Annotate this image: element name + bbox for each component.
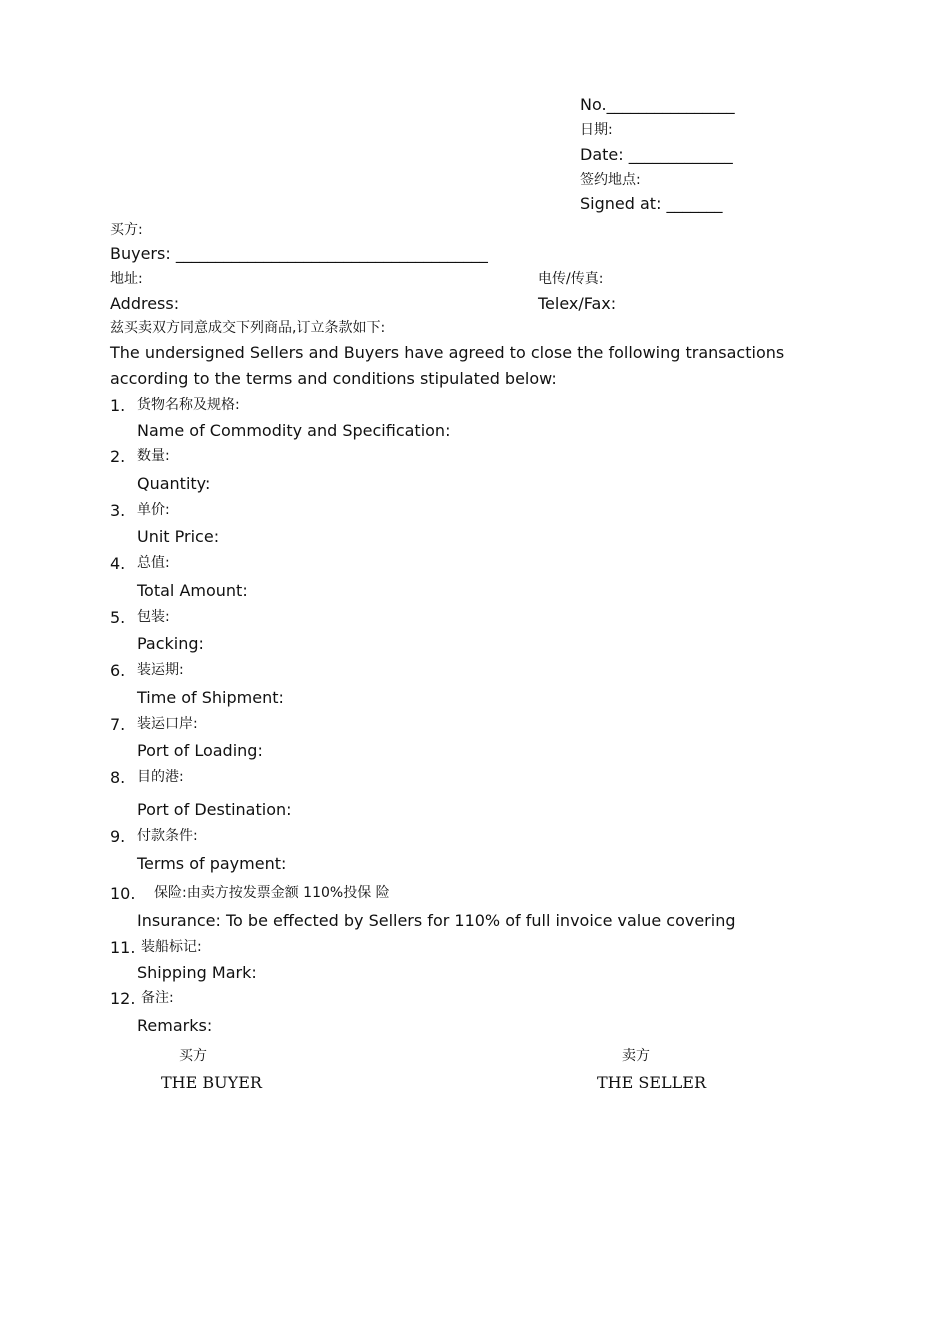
- buyer-signature-cn: 买方: [179, 1048, 207, 1064]
- item-9-label-cn: 付款条件:: [137, 828, 198, 844]
- item-11-label-cn: 装船标记:: [141, 939, 202, 955]
- item-4-label-cn: 总值:: [137, 555, 170, 571]
- item-5-label-en: Packing:: [137, 634, 204, 653]
- signed-at-label-cn: 签约地点:: [580, 172, 641, 188]
- intro-en-line1: The undersigned Sellers and Buyers have agreed to close the following transactions: [110, 343, 785, 362]
- item-12-number: 12.: [110, 989, 136, 1008]
- telex-label-en: Telex/Fax:: [538, 294, 617, 313]
- item-12-label-en: Remarks:: [137, 1016, 213, 1035]
- item-3-label-cn: 单价:: [137, 502, 170, 518]
- item-5-number: 5.: [110, 608, 126, 627]
- item-9-label-en: Terms of payment:: [137, 854, 287, 873]
- buyer-signature-en: THE BUYER: [161, 1073, 262, 1092]
- telex-label-cn: 电传/传真:: [538, 271, 604, 287]
- item-11-label-en: Shipping Mark:: [137, 963, 257, 982]
- item-5-label-cn: 包装:: [137, 609, 170, 625]
- item-6-label-cn: 装运期:: [137, 662, 184, 678]
- intro-cn: 兹买卖双方同意成交下列商品,订立条款如下:: [110, 320, 386, 336]
- item-8-label-cn: 目的港:: [137, 769, 184, 785]
- item-9-number: 9.: [110, 827, 126, 846]
- seller-signature-cn: 卖方: [622, 1048, 650, 1064]
- item-10-number: 10.: [110, 884, 136, 903]
- address-label-en: Address:: [110, 294, 180, 313]
- seller-signature-en: THE SELLER: [597, 1073, 707, 1092]
- item-4-number: 4.: [110, 554, 126, 573]
- item-1-label-en: Name of Commodity and Specification:: [137, 421, 451, 440]
- item-11-number: 11.: [110, 938, 136, 957]
- signed-at-label-en: Signed at: _______: [580, 194, 723, 213]
- item-2-label-en: Quantity:: [137, 474, 211, 493]
- item-2-label-cn: 数量:: [137, 448, 170, 464]
- item-8-label-en: Port of Destination:: [137, 800, 292, 819]
- address-label-cn: 地址:: [110, 271, 143, 287]
- item-3-number: 3.: [110, 501, 126, 520]
- item-1-number: 1.: [110, 396, 126, 415]
- date-label-cn: 日期:: [580, 122, 613, 138]
- contract-number: No.________________: [580, 95, 735, 114]
- date-label-en: Date: _____________: [580, 145, 733, 164]
- item-7-label-en: Port of Loading:: [137, 741, 263, 760]
- item-1-label-cn: 货物名称及规格:: [137, 397, 240, 413]
- item-4-label-en: Total Amount:: [137, 581, 248, 600]
- item-7-label-cn: 装运口岸:: [137, 716, 198, 732]
- item-10-label-en: Insurance: To be effected by Sellers for 110% of full invoice value covering: [137, 911, 736, 930]
- intro-en-line2: according to the terms and conditions stipulated below:: [110, 369, 557, 388]
- item-12-label-cn: 备注:: [141, 990, 174, 1006]
- item-3-label-en: Unit Price:: [137, 527, 220, 546]
- item-8-number: 8.: [110, 768, 126, 787]
- buyers-label-en: Buyers: _______________________________________: [110, 244, 488, 263]
- item-10-label-cn: 保险:由卖方按发票金额 110%投保 险: [154, 885, 390, 901]
- item-7-number: 7.: [110, 715, 126, 734]
- item-6-label-en: Time of Shipment:: [137, 688, 284, 707]
- item-6-number: 6.: [110, 661, 126, 680]
- buyers-label-cn: 买方:: [110, 222, 143, 238]
- item-2-number: 2.: [110, 447, 126, 466]
